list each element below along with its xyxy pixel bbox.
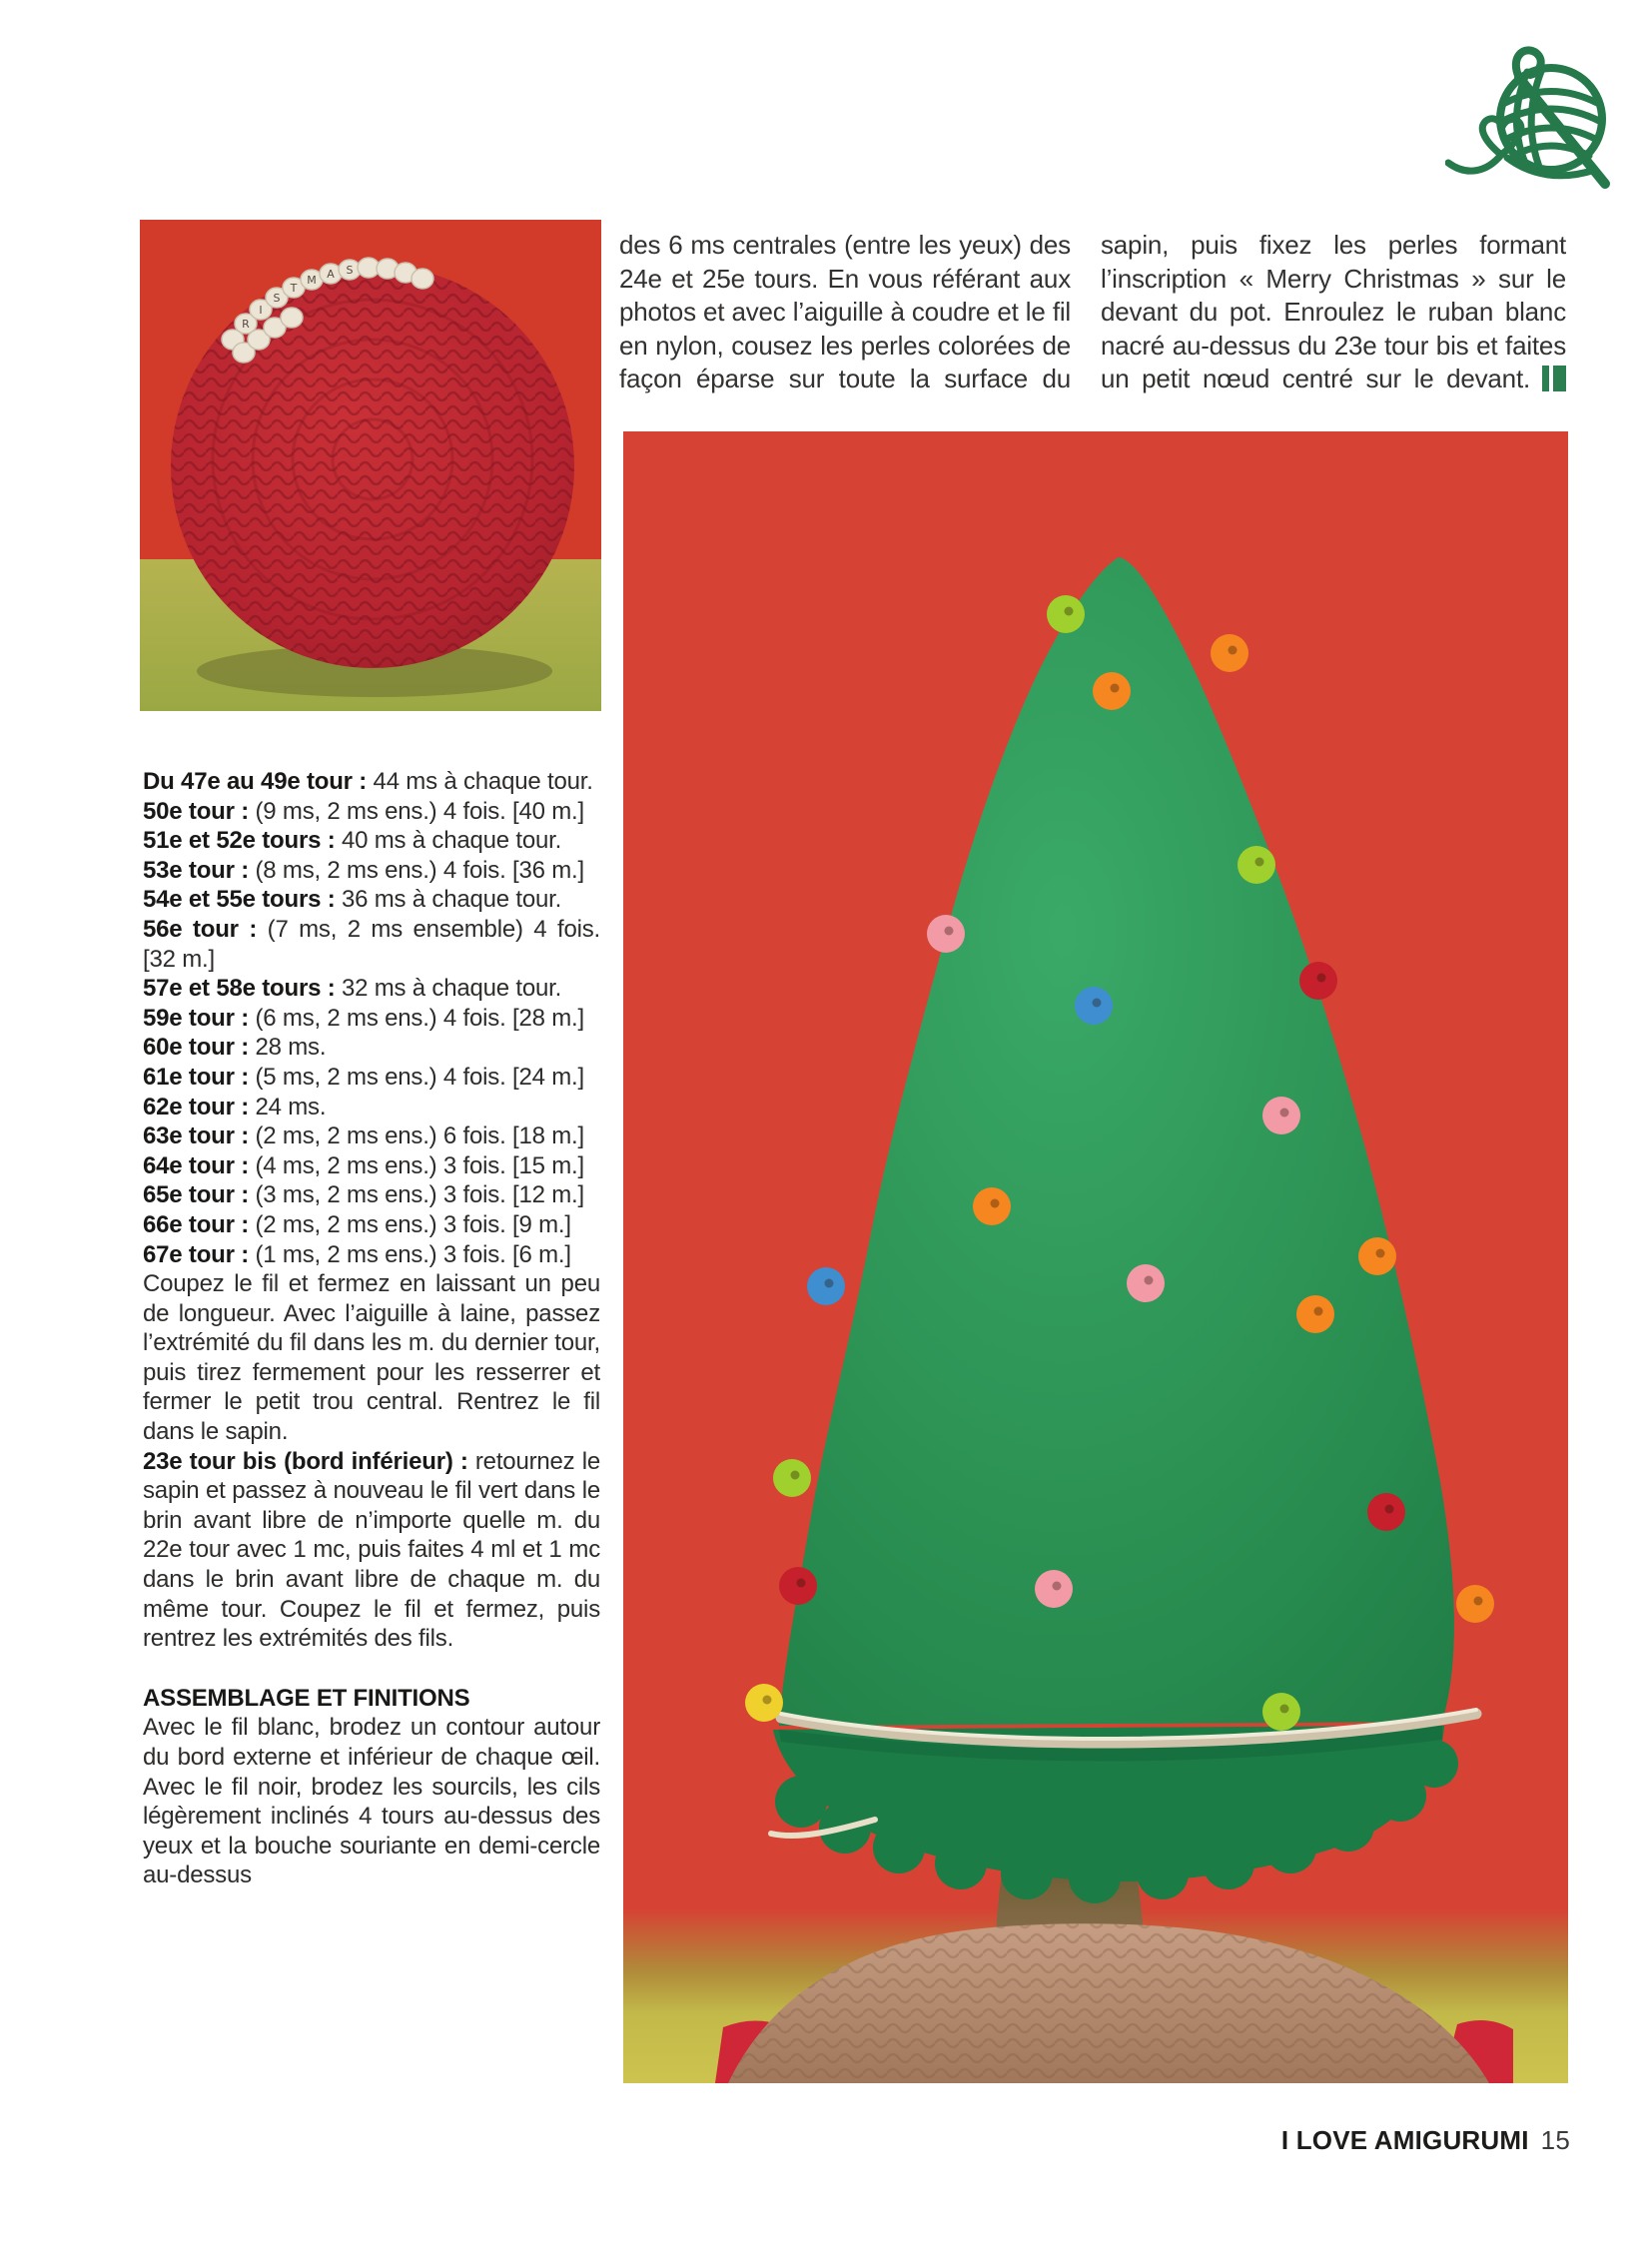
svg-text:I: I: [259, 304, 263, 317]
instruction-line: 56e tour : (7 ms, 2 ms ensemble) 4 fois. [32 m.]: [143, 915, 600, 973]
svg-text:M: M: [307, 274, 317, 287]
svg-text:A: A: [327, 268, 335, 281]
article-end-marker: [1538, 363, 1566, 396]
instruction-line: 65e tour : (3 ms, 2 ms ens.) 3 fois. [12 m.]: [143, 1181, 584, 1209]
instruction-line: 50e tour : (9 ms, 2 ms ens.) 4 fois. [40 m.]: [143, 797, 584, 825]
assembly-body: Avec le fil blanc, brodez un contour autour du bord externe et inférieur de chaque œil. Avec le fil noir, brodez les sourcils, les cils légèrement inclinés 4 tours au-dessus des yeux et la bouche souriante en demi-cercle au-dessus: [143, 1714, 600, 1889]
instruction-line: 51e et 52e tours : 40 ms à chaque tour.: [143, 827, 562, 855]
instruction-line: 53e tour : (8 ms, 2 ms ens.) 4 fois. [36 m.]: [143, 856, 584, 884]
page-footer: [1281, 2123, 1570, 2157]
body-column-right-text: sapin, puis fixez les perles formant l’inscription « Merry Christmas » sur le devant du pot. Enroulez le ruban blanc nacré au-dessus du 23e tour bis et faites un petit nœud centré sur le devant.: [1101, 230, 1566, 394]
round-instruction-list: [143, 767, 600, 1654]
instruction-line: 23e tour bis (bord inférieur) : retournez le sapin et passez à nouveau le fil vert dans le brin avant libre de n’importe quelle m. du 22e tour avec 1 mc, puis faites 4 ml et 1 mc dans le brin avant libre de chaque m. du même tour. Coupez le fil et fermez, puis rentrez les extrémités des fils.: [143, 1447, 600, 1653]
instruction-line: 59e tour : (6 ms, 2 ms ens.) 4 fois. [28 m.]: [143, 1004, 584, 1032]
svg-text:S: S: [273, 292, 281, 305]
svg-text:T: T: [290, 282, 298, 295]
photo-crochet-christmas-tree: [623, 431, 1568, 2083]
photo-red-crochet-pot: [140, 220, 601, 711]
svg-text:R: R: [242, 318, 250, 331]
instruction-line: 66e tour : (2 ms, 2 ms ens.) 3 fois. [9 m.]: [143, 1210, 571, 1238]
yarn-ball-crochet-hook-icon: [1445, 42, 1623, 200]
body-column-center: des 6 ms centrales (entre les yeux) des 24e et 25e tours. En vous référant aux photos et avec l’aiguille à coudre et le fil en nylon, cousez les perles colorées de façon éparse sur toute la surface du: [619, 230, 1071, 394]
yarn-icon-strokes: [1448, 50, 1605, 184]
instruction-line: 64e tour : (4 ms, 2 ms ens.) 3 fois. [15 m.]: [143, 1151, 584, 1179]
instruction-line: Du 47e au 49e tour : 44 ms à chaque tour.: [143, 768, 593, 795]
page-number: 15: [1540, 2125, 1570, 2155]
instruction-line: 60e tour : 28 ms.: [143, 1034, 327, 1062]
instruction-line: 63e tour : (2 ms, 2 ms ens.) 6 fois. [18 m.]: [143, 1122, 584, 1150]
pattern-instructions: [143, 767, 600, 1890]
red-crochet-ball: [171, 265, 574, 668]
instruction-line: 54e et 55e tours : 36 ms à chaque tour.: [143, 886, 562, 914]
instruction-line: 67e tour : (1 ms, 2 ms ens.) 3 fois. [6 m.]: [143, 1240, 571, 1268]
assembly-heading: ASSEMBLAGE ET FINITIONS: [143, 1684, 470, 1712]
magazine-title: I LOVE AMIGURUMI: [1280, 2125, 1529, 2155]
instruction-line: 61e tour : (5 ms, 2 ms ens.) 4 fois. [24 m.]: [143, 1063, 584, 1091]
instruction-line: 62e tour : 24 ms.: [143, 1093, 327, 1120]
instruction-line: 57e et 58e tours : 32 ms à chaque tour.: [143, 975, 562, 1003]
instruction-line: Coupez le fil et fermez en laissant un peu de longueur. Avec l’aiguille à laine, passez l’extrémité du fil dans les m. du dernier tour, puis tirez fermement pour les resserrer et fermer le petit trou central. Rentrez le fil dans le sapin.: [143, 1270, 600, 1446]
svg-text:S: S: [346, 264, 354, 277]
body-column-right: [1101, 229, 1566, 396]
